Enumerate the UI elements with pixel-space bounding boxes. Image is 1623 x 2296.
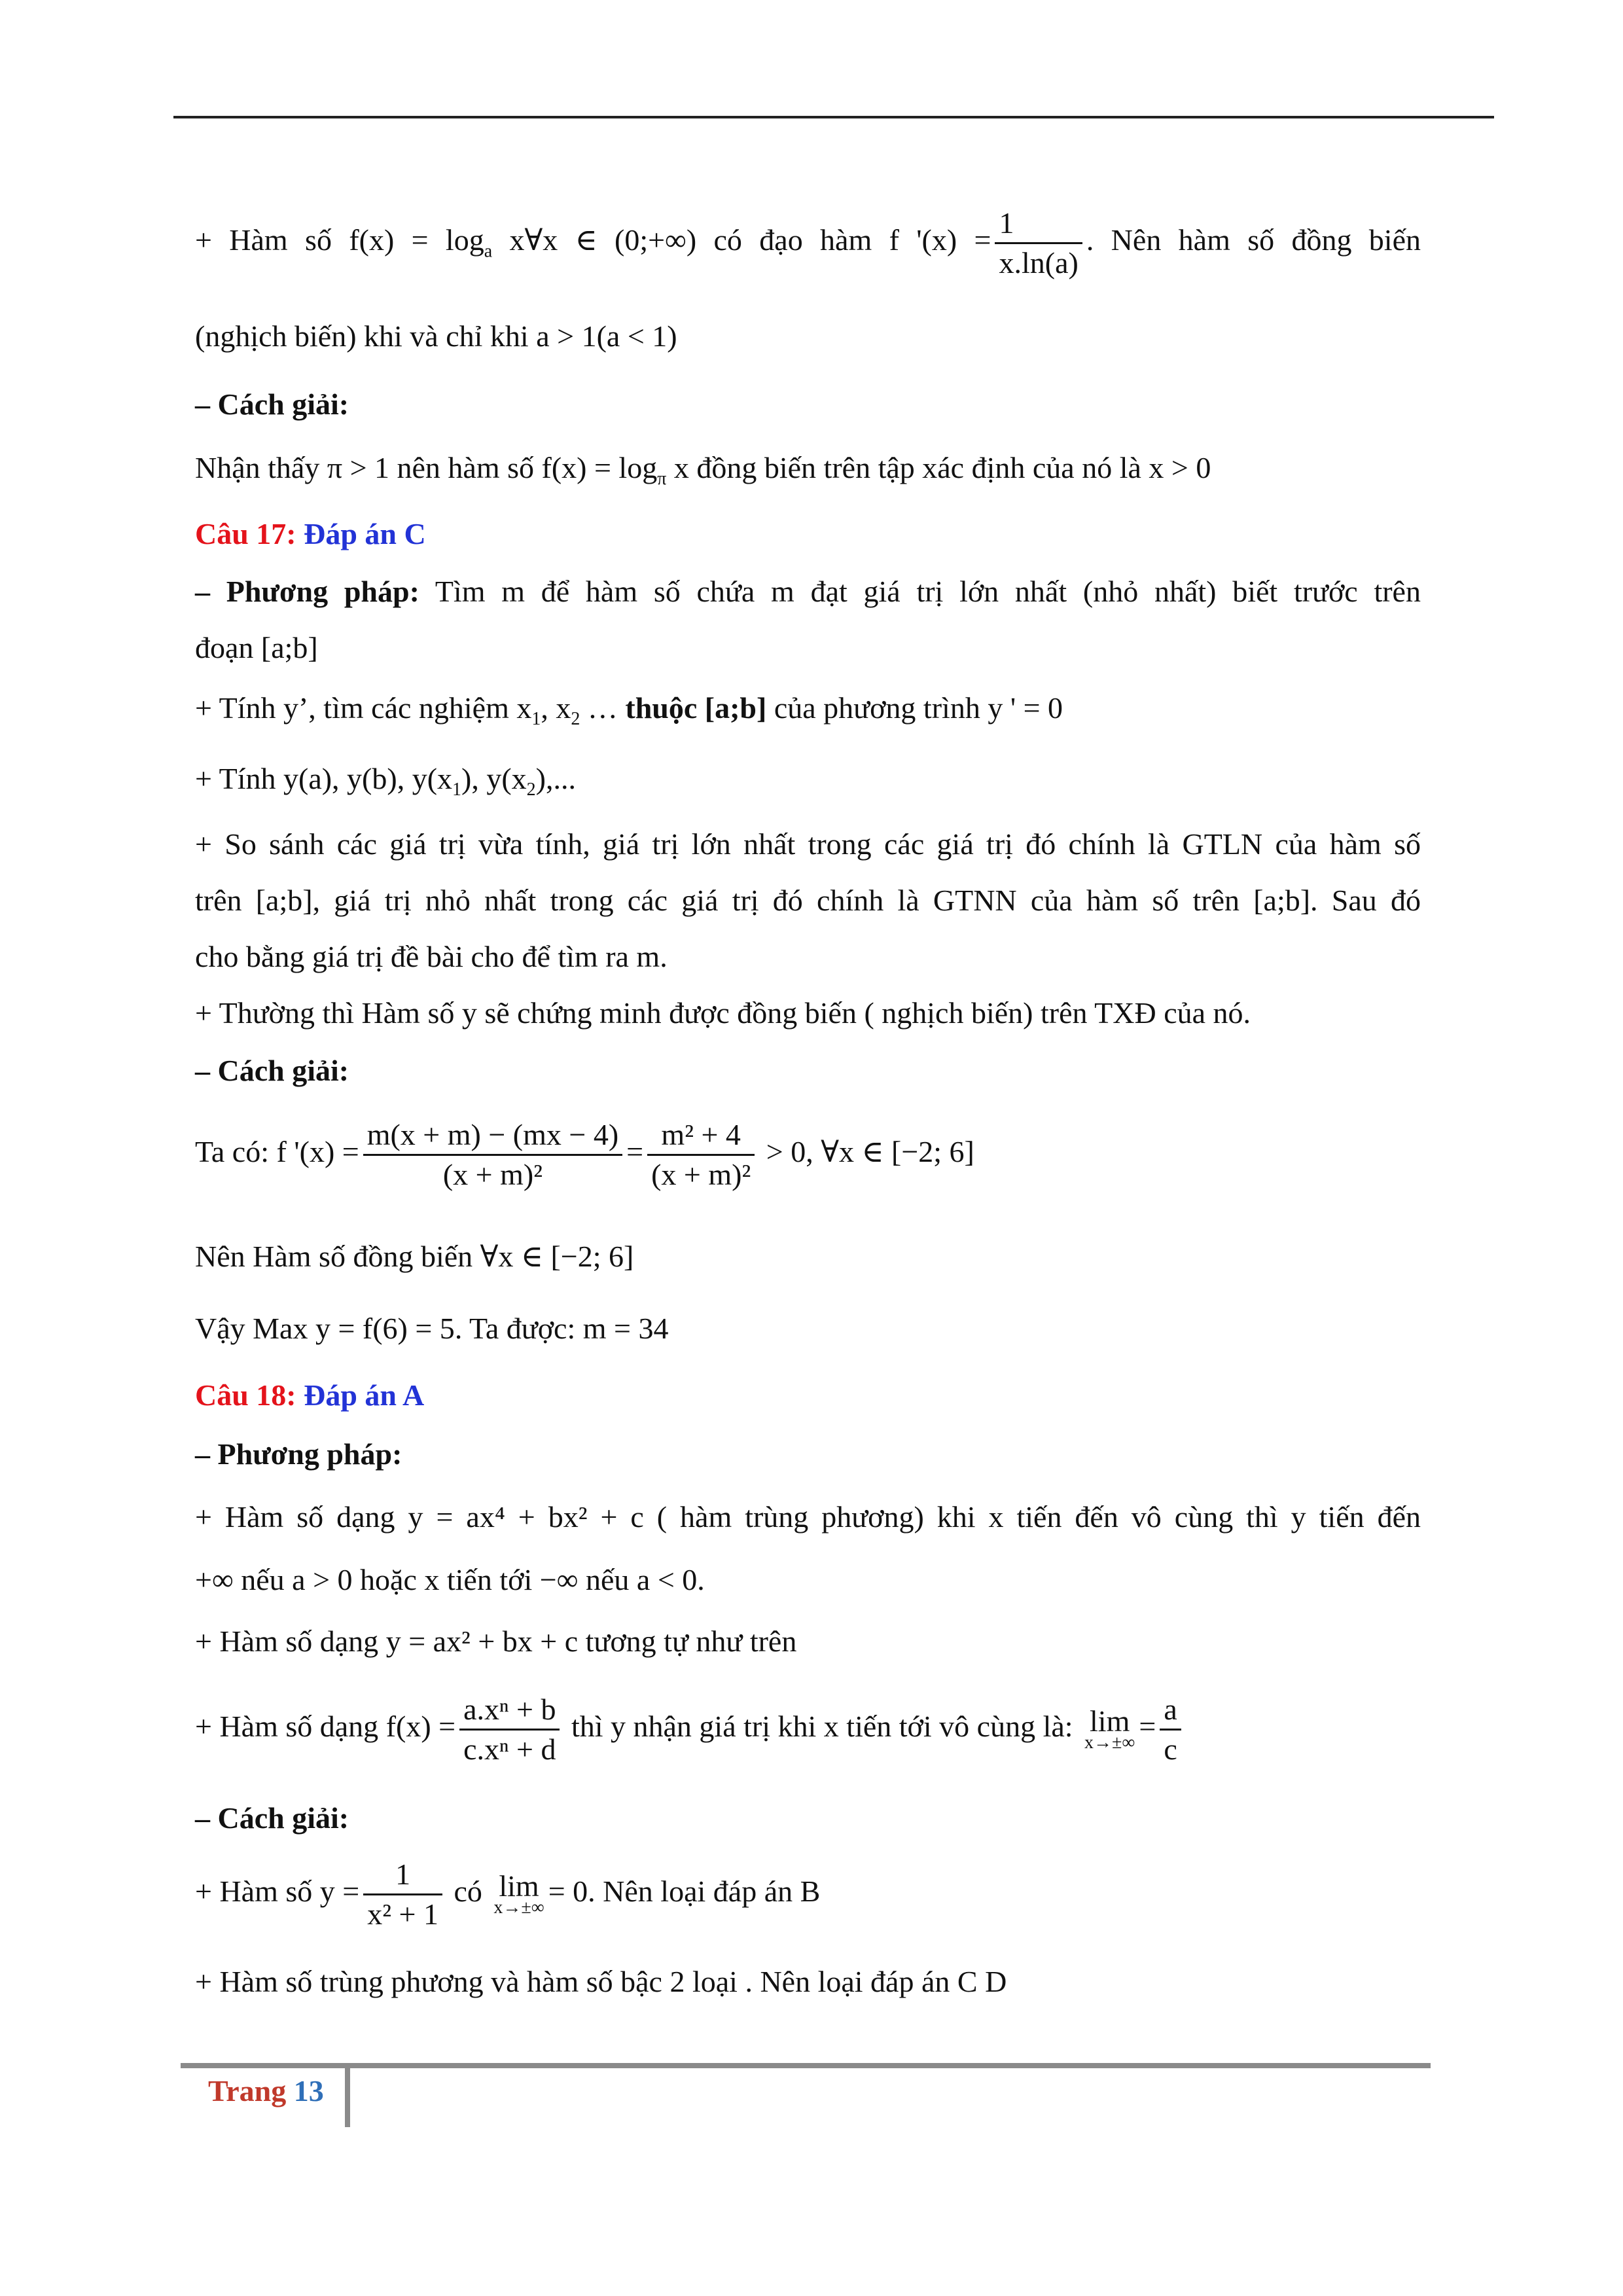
header-rule: [173, 116, 1494, 118]
text-line: + Hàm số dạng y = ax² + bx + c tương tự như trên: [195, 1624, 797, 1658]
text-line: + Thường thì Hàm số y sẽ chứng minh được đồng biến ( nghịch biến) trên TXĐ của nó.: [195, 996, 1251, 1030]
text-line: + So sánh các giá trị vừa tính, giá trị lớn nhất trong các giá trị đó chính là GTLN của hàm số: [195, 827, 1421, 861]
footer-divider: [345, 2068, 350, 2127]
text-line: trên [a;b], giá trị nhỏ nhất trong các giá trị đó chính là GTNN của hàm số trên [a;b]. Sau đó: [195, 884, 1421, 917]
page-number: Trang 13: [208, 2074, 324, 2108]
text-line: Vậy Max y = f(6) = 5. Ta được: m = 34: [195, 1312, 669, 1345]
fraction: $\frac{\text{a.xⁿ + b}}{\text{c.xⁿ + d}}$: [459, 1691, 560, 1768]
text-line: Nên Hàm số đồng biến ∀x ∈ [−2; 6]: [195, 1240, 634, 1273]
text-line: đoạn [a;b]: [195, 631, 318, 664]
footer-rule: [181, 2063, 1431, 2068]
text-line: (nghịch biến) khi và chỉ khi a > 1(a < 1): [195, 319, 677, 353]
text-line: + Hàm số trùng phương và hàm số bậc 2 loại . Nên loại đáp án C D: [195, 1965, 1007, 1998]
question-heading: Câu 17: Đáp án C: [195, 517, 426, 550]
fraction: $\frac{1}{x.\ln(a)}$: [995, 204, 1082, 282]
text-line: Nhận thấy π > 1 nên hàm số $f(x) = \log_\pi x$ đồng biến trên tập xác định của nó là x > 0: [195, 451, 1211, 490]
text-line: + Tính y(a), y(b), $y(x_1)$, $y(x_2)$,...: [195, 762, 576, 800]
text-line: – Phương pháp: Tìm m để hàm số chứa m đạt giá trị lớn nhất (nhỏ nhất) biết trước trên: [195, 575, 1421, 608]
section-heading: – Cách giải:: [195, 1054, 349, 1087]
fraction: $\frac{a}{c}$: [1160, 1691, 1181, 1768]
fraction: $\frac{m(x + m) - (mx - 4)}{\text{(x + m)²}}$: [363, 1116, 622, 1194]
formula-line: + Hàm số dạng f(x) = $\frac{\text{a.xⁿ + b}}{\text{c.xⁿ + d}}$ thì y nhận giá trị khi x tiến tới vô cùng là: lim x→±∞ = $\frac{a}{c}$: [195, 1691, 1185, 1768]
limit: lim x→±∞: [1084, 1704, 1135, 1753]
text-line: +∞ nếu a > 0 hoặc x tiến tới −∞ nếu a < 0.: [195, 1563, 705, 1596]
formula-line: + Hàm số y = $\frac{1}{\text{x² + 1}}$ có lim x→±∞ = 0. Nên loại đáp án B: [195, 1856, 820, 1933]
limit: lim x→±∞: [493, 1869, 544, 1918]
text-line: cho bằng giá trị đề bài cho để tìm ra m.: [195, 940, 668, 973]
question-heading: Câu 18: Đáp án A: [195, 1378, 425, 1412]
section-heading: – Cách giải:: [195, 387, 349, 421]
fraction: $\frac{\text{m² + 4}}{\text{(x + m)²}}$: [647, 1116, 755, 1194]
formula-line: Ta có: f '(x) = $\frac{m(x + m) - (mx - 4)}{\text{(x + m)²}}$ = $\frac{\text{m² + 4}}{\text{(x + m)²}}$ > 0, ∀x ∈ [−2; 6]: [195, 1116, 974, 1194]
text-line: + Hàm số $f(x) = \log_a$ x∀x ∈ (0;+∞) có đạo hàm f '(x) = $\frac{1}{x.\ln(a)}$ . Nên hàm số đồng biến: [195, 204, 1421, 282]
fraction: $\frac{1}{\text{x² + 1}}$: [363, 1856, 442, 1933]
section-heading: – Phương pháp:: [195, 1437, 402, 1471]
section-heading: – Cách giải:: [195, 1801, 349, 1835]
text-line: + Hàm số dạng y = ax⁴ + bx² + c ( hàm trùng phương) khi x tiến đến vô cùng thì y tiến đến: [195, 1500, 1421, 1534]
text-line: + Tính y’, tìm các nghiệm $x_1$, $x_2$ … thuộc [a;b] của phương trình y ' = 0: [195, 691, 1063, 730]
